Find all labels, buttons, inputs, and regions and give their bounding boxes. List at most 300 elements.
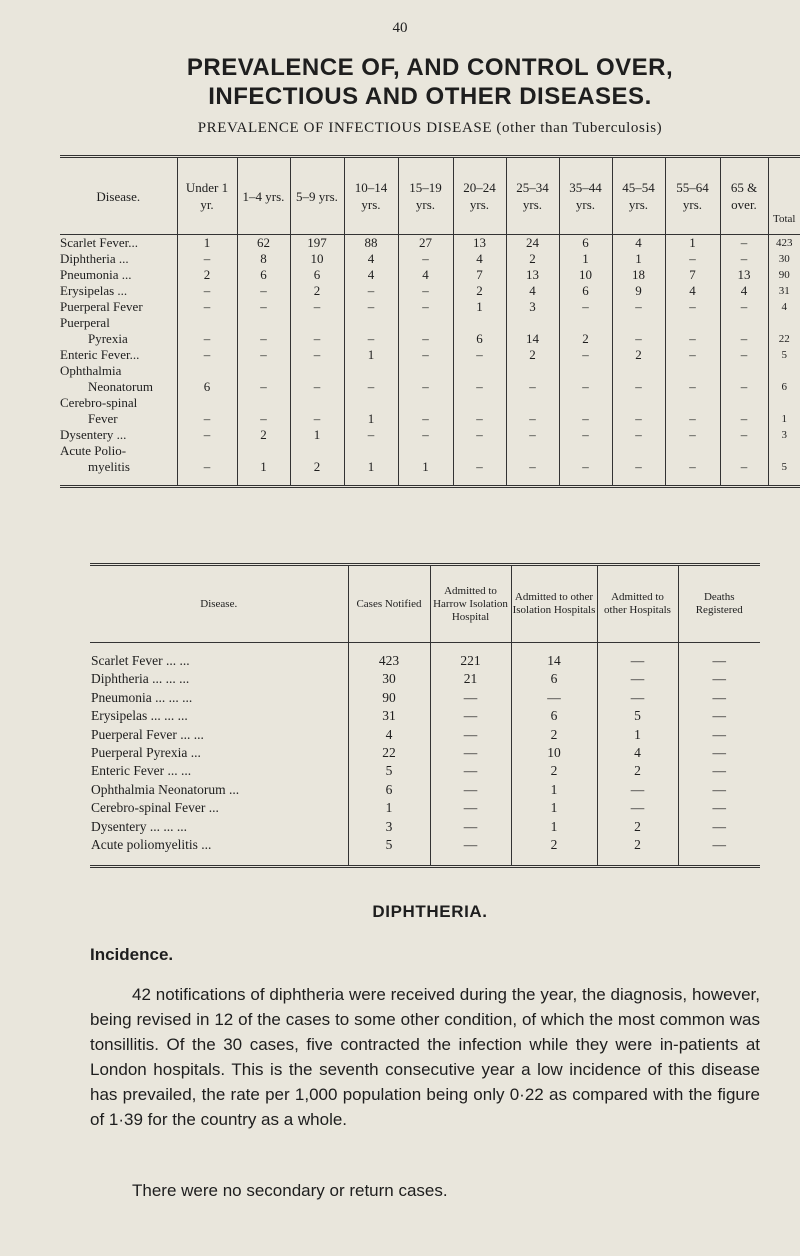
table-cell: 90 xyxy=(348,689,430,707)
column-header: Admitted to other Hospitals xyxy=(597,565,678,643)
table-cell: 2 xyxy=(506,251,559,267)
table-cell: – xyxy=(453,411,506,427)
table-cell: 6 xyxy=(511,670,597,688)
table-cell: – xyxy=(720,411,768,427)
table-cell: – xyxy=(344,331,398,347)
table-cell: – xyxy=(506,459,559,487)
table-cell: — xyxy=(678,762,760,780)
table-cell: — xyxy=(597,781,678,799)
table-cell: 1 xyxy=(344,411,398,427)
table-cell: 4 xyxy=(597,744,678,762)
table-cell: – xyxy=(398,379,453,395)
page-title-line-2: INFECTIOUS AND OTHER DISEASES. xyxy=(208,83,652,110)
disease-name: Cerebro-spinal Fever ... xyxy=(91,800,219,816)
table-cell: 2 xyxy=(559,331,612,347)
table-cell xyxy=(398,363,453,379)
subheading: Incidence. xyxy=(90,945,174,964)
table-cell: – xyxy=(344,283,398,299)
table-cell: 1 xyxy=(511,781,597,799)
table-cell: 2 xyxy=(506,347,559,363)
table-cell: 30 xyxy=(348,670,430,688)
table-cell: 6 xyxy=(453,331,506,347)
table-cell: 2 xyxy=(237,427,290,443)
paragraph-secondary-cases: There were no secondary or return cases. xyxy=(132,1181,448,1200)
table-cell: 6 xyxy=(348,781,430,799)
disease-name: Diphtheria ... ... ... xyxy=(91,671,190,687)
table-cell: — xyxy=(430,781,511,799)
table-cell: 5 xyxy=(348,836,430,867)
table-row xyxy=(60,347,800,363)
disease-name: Enteric Fever ... ... xyxy=(91,763,192,779)
table-cell: – xyxy=(720,251,768,267)
table-cell: 1 xyxy=(453,299,506,315)
table-cell: — xyxy=(678,818,760,836)
table-cell: 221 xyxy=(430,643,511,671)
table-cell: 22 xyxy=(768,331,800,347)
table-cell: 8 xyxy=(237,251,290,267)
table-cell: 2 xyxy=(597,836,678,867)
table-cell: – xyxy=(559,299,612,315)
disease-name-continued: Neonatorum xyxy=(88,379,153,394)
table-cell: 1 xyxy=(344,347,398,363)
table-cell: 2 xyxy=(290,283,344,299)
table-cell xyxy=(344,395,398,411)
table-cell: – xyxy=(237,299,290,315)
table-cell: 3 xyxy=(506,299,559,315)
table-cell: – xyxy=(177,251,237,267)
table-cell: – xyxy=(720,299,768,315)
table-cell: 1 xyxy=(612,251,665,267)
table-cell xyxy=(665,315,720,331)
table-cell: – xyxy=(177,347,237,363)
column-header: Under 1 yr. xyxy=(177,157,237,235)
table-cell: 22 xyxy=(348,744,430,762)
table-cell xyxy=(720,363,768,379)
table-cell: 1 xyxy=(348,799,430,817)
table-cell: — xyxy=(678,836,760,867)
table-cell: 4 xyxy=(665,283,720,299)
age-distribution-table xyxy=(60,155,800,488)
table-cell: – xyxy=(398,299,453,315)
table-cell: — xyxy=(597,799,678,817)
table-cell: 10 xyxy=(511,744,597,762)
table-cell: – xyxy=(665,331,720,347)
table-cell: – xyxy=(665,459,720,487)
column-header: Disease. xyxy=(90,565,348,643)
table-cell: 13 xyxy=(453,235,506,252)
disease-name: Puerperal xyxy=(60,315,110,330)
table-cell: – xyxy=(559,427,612,443)
table-cell xyxy=(290,315,344,331)
table-cell: 4 xyxy=(348,726,430,744)
table-cell xyxy=(665,363,720,379)
table-cell: 90 xyxy=(768,267,800,283)
column-header: Admitted to other Isolation Hospitals xyxy=(511,565,597,643)
table-cell: 6 xyxy=(290,267,344,283)
disease-name: Acute poliomyelitis ... xyxy=(90,836,348,867)
section-heading: DIPHTHERIA. xyxy=(372,902,488,921)
column-header: 5–9 yrs. xyxy=(290,157,344,235)
table-cell: – xyxy=(344,427,398,443)
disease-name: Enteric Fever... xyxy=(60,347,140,362)
table-cell: 13 xyxy=(506,267,559,283)
table-cell: 2 xyxy=(597,818,678,836)
table-cell: 88 xyxy=(344,235,398,252)
column-header: 45–54 yrs. xyxy=(612,157,665,235)
table-row xyxy=(90,762,760,780)
table-cell xyxy=(559,315,612,331)
table-cell: 1 xyxy=(768,411,800,427)
table-cell xyxy=(398,315,453,331)
table-row xyxy=(60,331,800,347)
table-cell: 2 xyxy=(453,283,506,299)
table-cell: 31 xyxy=(768,283,800,299)
table-cell: – xyxy=(453,347,506,363)
table-cell: 21 xyxy=(430,670,511,688)
table-cell xyxy=(612,363,665,379)
disease-name: Scarlet Fever ... ... xyxy=(91,653,190,668)
table-row xyxy=(90,836,760,867)
disease-name: Dysentery ... ... ... xyxy=(91,818,187,834)
table-row xyxy=(60,283,800,299)
table-cell xyxy=(177,395,237,411)
table-subtitle: PREVALENCE OF INFECTIOUS DISEASE (other than Tuberculosis) xyxy=(197,120,663,136)
table-cell xyxy=(237,315,290,331)
table-cell: – xyxy=(559,379,612,395)
table-cell xyxy=(506,315,559,331)
table-cell: 1 xyxy=(597,726,678,744)
table-cell: 423 xyxy=(768,235,800,252)
table-cell: — xyxy=(678,781,760,799)
table-cell: 5 xyxy=(768,347,800,363)
table-cell xyxy=(612,315,665,331)
table-cell xyxy=(344,363,398,379)
table-cell xyxy=(344,315,398,331)
table-cell: 6 xyxy=(237,267,290,283)
table-row xyxy=(90,781,760,799)
disease-name: Puerperal Pyrexia ... xyxy=(91,745,201,761)
table-cell: – xyxy=(237,347,290,363)
table-cell: – xyxy=(612,459,665,487)
table-cell: 4 xyxy=(398,267,453,283)
table-cell: 7 xyxy=(453,267,506,283)
table-cell: 5 xyxy=(768,459,800,487)
table-row xyxy=(60,267,800,283)
table-cell: 2 xyxy=(511,836,597,867)
table-cell xyxy=(453,395,506,411)
table-cell: – xyxy=(612,411,665,427)
table-cell: 31 xyxy=(348,707,430,725)
table-cell: – xyxy=(559,459,612,487)
table-cell: – xyxy=(665,411,720,427)
table-cell: – xyxy=(398,283,453,299)
table-cell xyxy=(344,443,398,459)
table-cell: 9 xyxy=(612,283,665,299)
table-cell: — xyxy=(430,818,511,836)
table-cell: — xyxy=(597,689,678,707)
table-cell: – xyxy=(290,411,344,427)
column-header: 35–44 yrs. xyxy=(559,157,612,235)
table-cell xyxy=(768,363,800,379)
table-cell: 1 xyxy=(237,459,290,487)
table-cell xyxy=(453,443,506,459)
table-row xyxy=(60,315,800,331)
disease-name-continued: Fever xyxy=(88,411,118,426)
table-cell: — xyxy=(430,744,511,762)
table-cell: – xyxy=(506,427,559,443)
table-cell: — xyxy=(678,689,760,707)
table-cell: 7 xyxy=(665,267,720,283)
table-cell: 4 xyxy=(612,235,665,252)
table-cell: 2 xyxy=(612,347,665,363)
table-row xyxy=(60,379,800,395)
column-header: 20–24 yrs. xyxy=(453,157,506,235)
table-cell xyxy=(290,395,344,411)
table-row xyxy=(90,799,760,817)
table-row xyxy=(90,689,760,707)
table-row xyxy=(60,427,800,443)
paragraph-incidence: 42 notifications of diphtheria were received during the year, the diagnosis, however, being revised in 12 of the cases to some other condition, of which the most common was tonsillitis. Of the 30 cases, five contracted the infection while they were in-patients at London hospitals. This is the seventh consecutive year a low incidence of this disease has prevailed, the rate per 1,000 population being only 0·22 as compared with the figure of 1·39 for the country as a whole. xyxy=(90,985,760,1129)
table-cell xyxy=(720,315,768,331)
table-cell xyxy=(612,395,665,411)
table-cell xyxy=(290,363,344,379)
table-cell: – xyxy=(398,427,453,443)
table-cell xyxy=(612,443,665,459)
table-cell: – xyxy=(612,379,665,395)
column-header: Admitted to Harrow Isolation Hospital xyxy=(430,565,511,643)
table-cell: – xyxy=(665,347,720,363)
table-cell: 24 xyxy=(506,235,559,252)
column-header: 25–34 yrs. xyxy=(506,157,559,235)
table-cell: 2 xyxy=(511,762,597,780)
table-cell: – xyxy=(344,299,398,315)
table-cell: 3 xyxy=(348,818,430,836)
table-cell: – xyxy=(720,347,768,363)
table-cell: – xyxy=(290,379,344,395)
table-cell: — xyxy=(678,726,760,744)
table-cell: – xyxy=(177,299,237,315)
table-cell xyxy=(665,443,720,459)
disease-name: Ophthalmia xyxy=(60,363,122,378)
table-cell: – xyxy=(720,379,768,395)
table-cell: 4 xyxy=(768,299,800,315)
table-cell: 1 xyxy=(177,235,237,252)
table-cell: – xyxy=(237,411,290,427)
table-cell xyxy=(768,443,800,459)
table-cell: – xyxy=(453,379,506,395)
table-cell: 4 xyxy=(344,251,398,267)
table-cell: — xyxy=(430,836,511,867)
table-cell: 5 xyxy=(597,707,678,725)
table-row xyxy=(60,251,800,267)
table-cell: 10 xyxy=(290,251,344,267)
table-cell: — xyxy=(678,707,760,725)
table-cell xyxy=(506,443,559,459)
disease-name: Dysentery ... xyxy=(60,427,127,442)
table-row xyxy=(90,643,760,671)
table-cell: 4 xyxy=(720,283,768,299)
table-cell: 3 xyxy=(768,427,800,443)
table-cell: 6 xyxy=(768,379,800,395)
table-cell: – xyxy=(612,331,665,347)
table-cell: – xyxy=(506,411,559,427)
table-cell: – xyxy=(290,299,344,315)
table-cell xyxy=(398,395,453,411)
table-cell: — xyxy=(597,643,678,671)
table-cell: – xyxy=(453,459,506,487)
table-cell: — xyxy=(430,762,511,780)
table-cell xyxy=(768,395,800,411)
table-cell xyxy=(290,443,344,459)
column-header: Disease. xyxy=(60,157,177,235)
table-cell: – xyxy=(290,331,344,347)
table-cell: 13 xyxy=(720,267,768,283)
table-cell: 423 xyxy=(348,643,430,671)
table-row xyxy=(90,818,760,836)
table-cell: – xyxy=(177,411,237,427)
table-row xyxy=(60,363,800,379)
table-cell: 14 xyxy=(506,331,559,347)
table-cell: 2 xyxy=(177,267,237,283)
table-cell: – xyxy=(237,379,290,395)
disease-name: Puerperal Fever ... ... xyxy=(91,726,204,742)
table-cell: 62 xyxy=(237,235,290,252)
disease-name: Erysipelas ... ... ... xyxy=(91,708,188,724)
table-cell: 4 xyxy=(344,267,398,283)
table-cell: – xyxy=(559,411,612,427)
column-header: 65 & over. xyxy=(720,157,768,235)
column-header: 15–19 yrs. xyxy=(398,157,453,235)
table-cell: – xyxy=(720,235,768,252)
table-cell xyxy=(720,395,768,411)
page-number: 40 xyxy=(392,20,408,36)
table-row xyxy=(90,670,760,688)
table-cell: — xyxy=(430,799,511,817)
disease-name-continued: myelitis xyxy=(60,459,177,487)
table-cell xyxy=(559,443,612,459)
table-cell: – xyxy=(290,347,344,363)
table-cell: – xyxy=(665,251,720,267)
disease-outcome-table xyxy=(90,563,760,868)
table-cell: 2 xyxy=(597,762,678,780)
table-cell: — xyxy=(678,670,760,688)
table-cell: 5 xyxy=(348,762,430,780)
table-cell xyxy=(453,315,506,331)
disease-name: Diphtheria ... xyxy=(60,251,129,266)
disease-name: Cerebro-spinal xyxy=(60,395,138,410)
table-cell: – xyxy=(398,251,453,267)
table-cell: – xyxy=(237,331,290,347)
table-cell: – xyxy=(665,427,720,443)
disease-name: Pneumonia ... xyxy=(60,267,132,282)
disease-name: Pneumonia ... ... ... xyxy=(91,689,193,705)
table-cell: 6 xyxy=(559,283,612,299)
table-cell: 6 xyxy=(177,379,237,395)
table-cell: 27 xyxy=(398,235,453,252)
table-cell xyxy=(559,363,612,379)
table-cell xyxy=(506,363,559,379)
table-row xyxy=(60,411,800,427)
table-row xyxy=(90,726,760,744)
table-cell: — xyxy=(678,744,760,762)
table-cell: – xyxy=(720,459,768,487)
table-cell: 1 xyxy=(290,427,344,443)
table-cell: 1 xyxy=(665,235,720,252)
table-row xyxy=(90,707,760,725)
table-cell: – xyxy=(612,427,665,443)
table-cell: 4 xyxy=(506,283,559,299)
table-cell: 1 xyxy=(559,251,612,267)
disease-name: Erysipelas ... xyxy=(60,283,128,298)
table-row xyxy=(90,744,760,762)
table-cell xyxy=(720,443,768,459)
table-cell: – xyxy=(506,379,559,395)
table-cell: — xyxy=(678,643,760,671)
table-cell: — xyxy=(430,689,511,707)
table-cell: – xyxy=(398,331,453,347)
table-cell: 18 xyxy=(612,267,665,283)
table-cell: – xyxy=(665,379,720,395)
table-cell: 1 xyxy=(511,818,597,836)
table-cell: 10 xyxy=(559,267,612,283)
table-row xyxy=(60,395,800,411)
table-row xyxy=(60,299,800,315)
disease-name-continued: Pyrexia xyxy=(88,331,128,346)
table-cell: 6 xyxy=(559,235,612,252)
table-cell xyxy=(506,395,559,411)
disease-name: Puerperal Fever xyxy=(60,299,143,314)
table-row xyxy=(60,459,800,487)
table-cell: – xyxy=(177,427,237,443)
table-cell: 1 xyxy=(344,459,398,487)
table-row xyxy=(60,235,800,252)
table-row xyxy=(60,443,800,459)
table-cell: – xyxy=(398,411,453,427)
table-cell: – xyxy=(720,427,768,443)
disease-name: Ophthalmia Neonatorum ... xyxy=(91,781,240,797)
table-cell: — xyxy=(678,799,760,817)
table-cell xyxy=(237,363,290,379)
table-cell: – xyxy=(344,379,398,395)
table-cell: – xyxy=(665,299,720,315)
table-cell: – xyxy=(177,331,237,347)
table-cell: – xyxy=(398,347,453,363)
table-cell xyxy=(768,315,800,331)
disease-name: Scarlet Fever... xyxy=(60,235,138,250)
column-header: Cases Notified xyxy=(348,565,430,643)
disease-name: Acute Polio- xyxy=(60,443,127,458)
column-header: Deaths Registered xyxy=(678,565,760,643)
table-cell: — xyxy=(511,689,597,707)
table-cell: — xyxy=(597,670,678,688)
table-cell: 197 xyxy=(290,235,344,252)
table-cell: — xyxy=(430,726,511,744)
table-cell: – xyxy=(559,347,612,363)
table-cell xyxy=(177,315,237,331)
column-header: Total xyxy=(768,157,800,235)
table-cell: 1 xyxy=(511,799,597,817)
table-cell: 1 xyxy=(398,459,453,487)
table-cell: 6 xyxy=(511,707,597,725)
table-cell: — xyxy=(430,707,511,725)
table-cell: – xyxy=(720,331,768,347)
table-cell xyxy=(177,363,237,379)
column-header: 55–64 yrs. xyxy=(665,157,720,235)
table-cell: – xyxy=(237,283,290,299)
column-header: 1–4 yrs. xyxy=(237,157,290,235)
page-title-line-1: PREVALENCE OF, AND CONTROL OVER, xyxy=(186,54,674,81)
table-cell xyxy=(559,395,612,411)
